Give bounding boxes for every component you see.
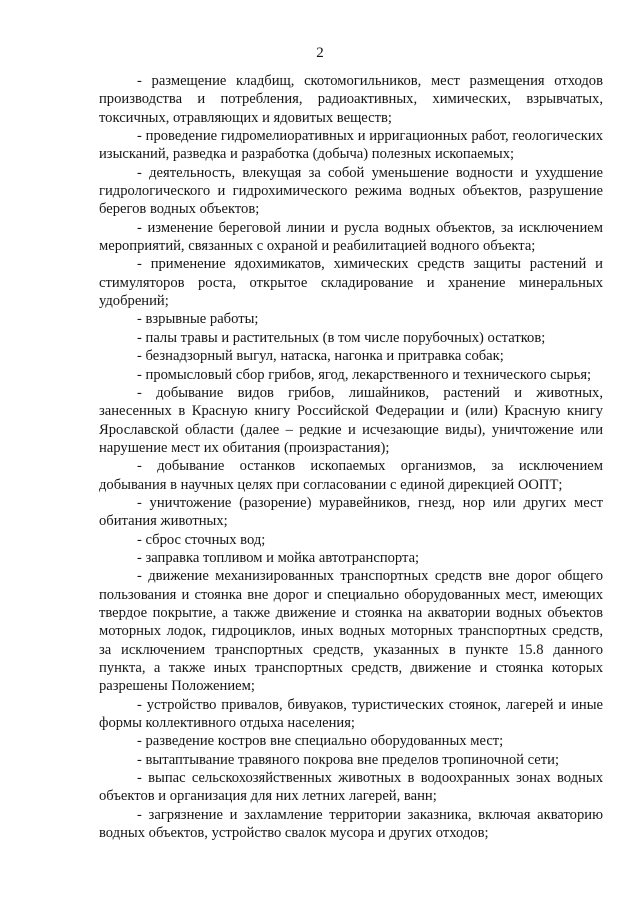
prohibited-activities-list [99,72,603,842]
page-number: 2 [316,45,324,61]
list-item: - добывание видов грибов, лишайников, растений и животных, занесенных в Красную книгу Российской Федерации и (или) Красную книгу Ярославской области (далее – редкие и исчезающие виды), уничтожение или нарушение мест их обитания (произрастания); [99,384,603,456]
list-item: - безнадзорный выгул, натаска, нагонка и притравка собак; [137,348,504,365]
list-item: - промысловый сбор грибов, ягод, лекарственного и технического сырья; [137,366,592,383]
list-item: - загрязнение и захламление территории заказника, включая акваторию водных объектов, устройство свалок мусора и других отходов; [99,806,603,842]
list-item: - взрывные работы; [137,311,259,328]
list-item: - заправка топливом и мойка автотранспорта; [137,549,420,566]
list-item: - проведение гидромелиоративных и ирригационных работ, геологических изысканий, разведка и разработка (добыча) полезных ископаемых; [99,128,603,163]
list-item: - вытаптывание травяного покрова вне пределов тропиночной сети; [137,751,560,768]
list-item: - выпас сельскохозяйственных животных в водоохранных зонах водных объектов и организация для них летних лагерей, ванн; [99,770,603,805]
list-item: - разведение костров вне специально оборудованных мест; [137,733,504,750]
list-item: - устройство привалов, бивуаков, туристических стоянок, лагерей и иные формы коллективного отдыха населения; [99,696,603,732]
list-item: - сброс сточных вод; [137,531,266,548]
list-item: - применение ядохимикатов, химических средств защиты растений и стимуляторов роста, открытое складирование и хранение минеральных удобрений; [99,256,603,310]
list-item: - изменение береговой линии и русла водных объектов, за исключением мероприятий, связанных с охраной и реабилитацией водного объекта; [99,219,603,255]
list-item: - уничтожение (разорение) муравейников, гнезд, нор или других мест обитания животных; [99,494,603,530]
list-item: - движение механизированных транспортных средств вне дорог общего пользования и стоянка вне дорог и специально оборудованных мест, имеющих твердое покрытие, а также движение и стоянка на акватории водных объектов моторных лодок, гидроциклов, иных водных моторных транспортных средств, за исключением транспортных средств, указанных в пункте 15.8 данного пункта, а также иных транспортных средств, движение и стоянка которых разрешены Положением; [99,568,603,695]
list-item: - палы травы и растительных (в том числе порубочных) остатков; [137,329,546,346]
list-item: - добывание останков ископаемых организмов, за исключением добывания в научных целях при согласовании с единой дирекцией ООПТ; [99,458,603,493]
list-item: - деятельность, влекущая за собой уменьшение водности и ухудшение гидрологического и гидрохимического режима водных объектов, разрушение берегов водных объектов; [99,164,603,218]
list-item: - размещение кладбищ, скотомогильников, мест размещения отходов производства и потребления, радиоактивных, химических, взрывчатых, токсичных, отравляющих и ядовитых веществ; [99,73,603,126]
